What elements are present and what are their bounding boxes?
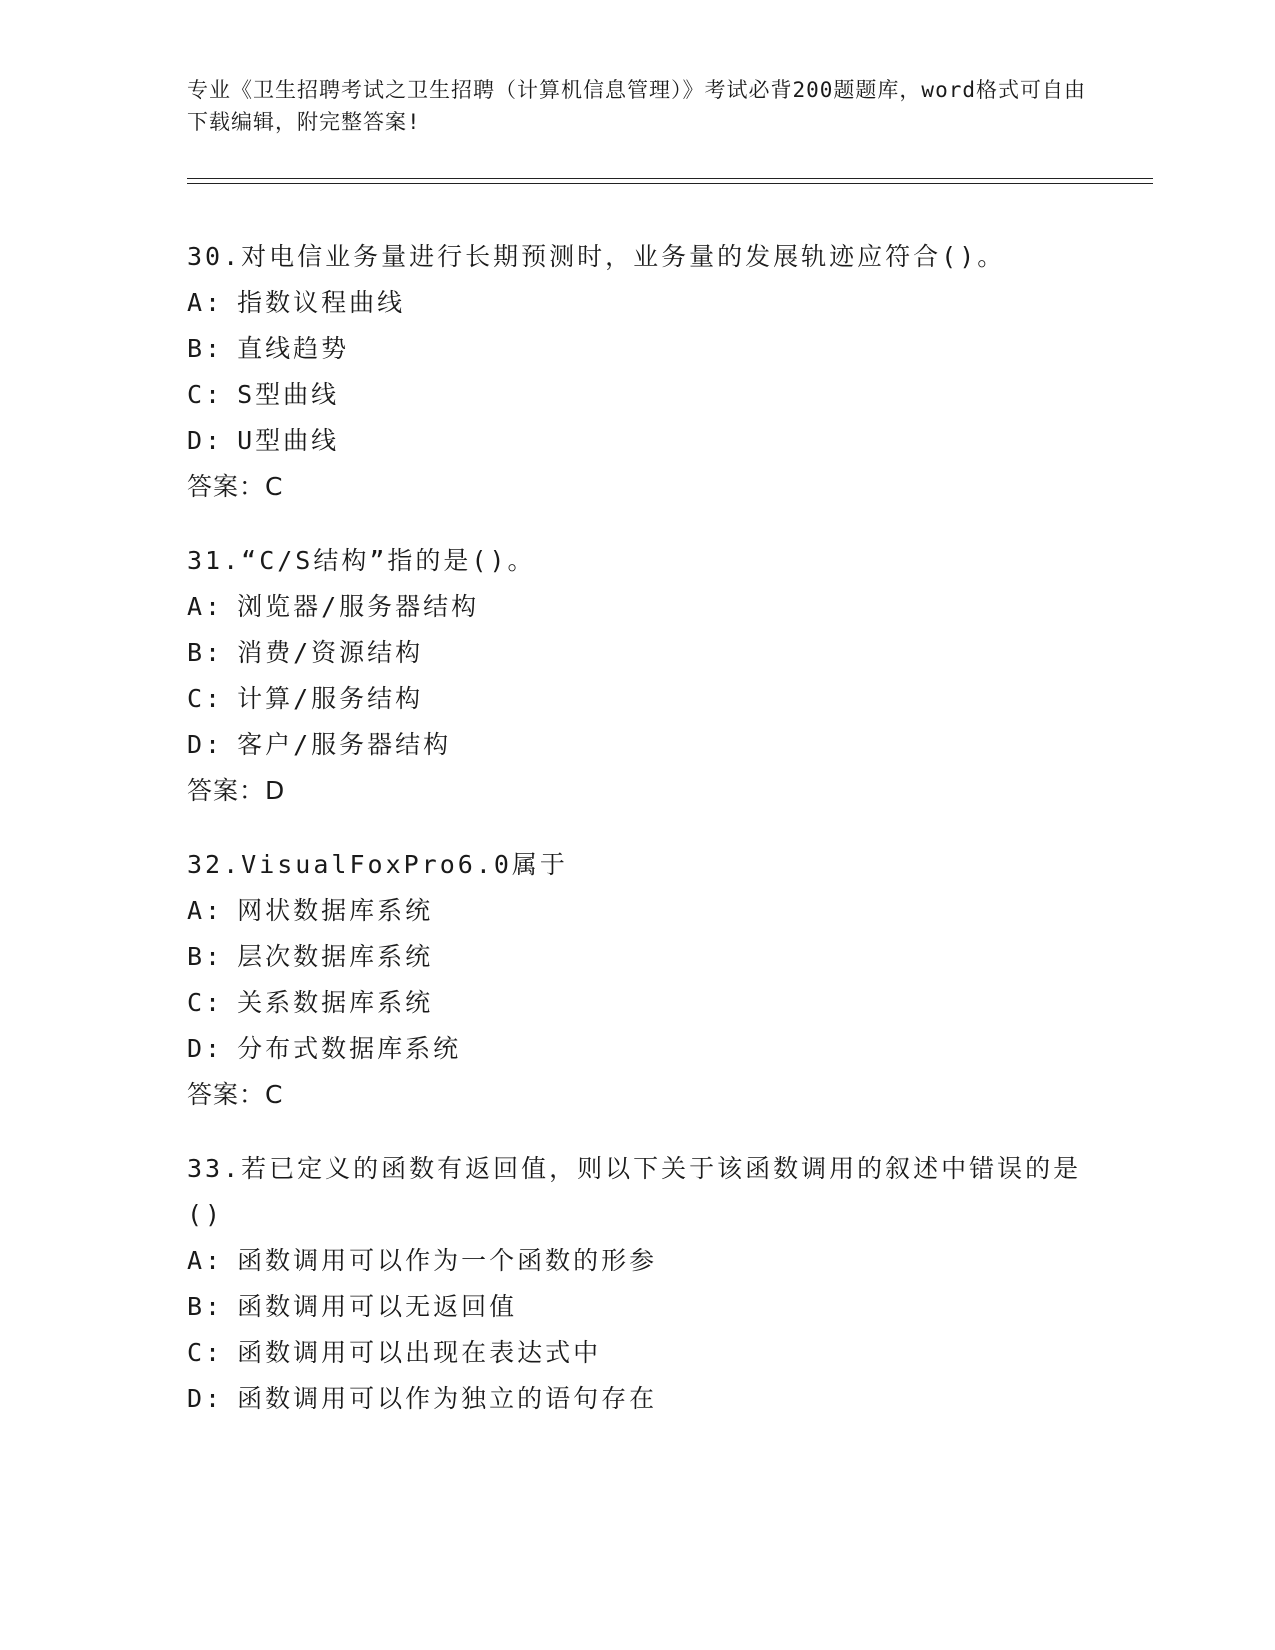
option-label: D:: [187, 730, 224, 759]
option-b: [187, 630, 1087, 676]
option-c: [187, 676, 1087, 722]
option-text: U型曲线: [237, 426, 340, 455]
option-d: [187, 1026, 1087, 1072]
option-text: 函数调用可以无返回值: [237, 1292, 518, 1321]
option-label: D:: [187, 1384, 224, 1413]
option-label: A:: [187, 288, 224, 317]
option-c: [187, 980, 1087, 1026]
option-label: B:: [187, 1292, 224, 1321]
header-divider-top: [187, 178, 1153, 179]
question-text: 30.对电信业务量进行长期预测时，业务量的发展轨迹应符合()。: [187, 242, 1006, 271]
option-text: 层次数据库系统: [237, 942, 434, 971]
question-32: [187, 842, 1087, 1118]
option-text: 函数调用可以作为一个函数的形参: [237, 1246, 658, 1275]
option-b: [187, 1284, 1087, 1330]
option-c: [187, 1330, 1087, 1376]
question-33: [187, 1146, 1087, 1422]
option-label: B:: [187, 638, 224, 667]
question-30: [187, 234, 1087, 510]
option-label: C:: [187, 988, 224, 1017]
option-label: A:: [187, 1246, 224, 1275]
option-text: 关系数据库系统: [237, 988, 434, 1017]
option-d: [187, 1376, 1087, 1422]
option-text: 函数调用可以作为独立的语句存在: [237, 1384, 658, 1413]
option-label: D:: [187, 1034, 224, 1063]
option-label: A:: [187, 592, 224, 621]
document-header: 专业《卫生招聘考试之卫生招聘（计算机信息管理）》考试必背200题题库，word格式可自由下载编辑，附完整答案!: [187, 78, 1086, 134]
option-label: C:: [187, 1338, 224, 1367]
option-a: [187, 1238, 1087, 1284]
question-list: [187, 234, 1087, 1450]
option-text: 指数议程曲线: [237, 288, 406, 317]
option-text: 直线趋势: [237, 334, 350, 363]
option-text: 函数调用可以出现在表达式中: [237, 1338, 602, 1367]
option-text: 分布式数据库系统: [237, 1034, 462, 1063]
option-a: [187, 584, 1087, 630]
option-b: [187, 326, 1087, 372]
option-text: S型曲线: [237, 380, 340, 409]
option-d: [187, 722, 1087, 768]
option-a: [187, 888, 1087, 934]
option-label: C:: [187, 380, 224, 409]
answer-line: 答案：D: [187, 776, 286, 805]
question-text: 32.VisualFoxPro6.0属于: [187, 850, 568, 879]
question-31: [187, 538, 1087, 814]
option-label: A:: [187, 896, 224, 925]
option-c: [187, 372, 1087, 418]
option-text: 浏览器/服务器结构: [237, 592, 480, 621]
option-a: [187, 280, 1087, 326]
option-b: [187, 934, 1087, 980]
answer-line: 答案：C: [187, 1080, 284, 1109]
question-text: 31.“C/S结构”指的是()。: [187, 546, 536, 575]
option-label: C:: [187, 684, 224, 713]
header-divider-bottom: [187, 183, 1153, 184]
option-text: 计算/服务结构: [237, 684, 424, 713]
option-d: [187, 418, 1087, 464]
option-text: 客户/服务器结构: [237, 730, 452, 759]
question-text: 33.若已定义的函数有返回值，则以下关于该函数调用的叙述中错误的是(): [187, 1154, 1082, 1229]
option-label: D:: [187, 426, 224, 455]
option-label: B:: [187, 334, 224, 363]
option-label: B:: [187, 942, 224, 971]
option-text: 消费/资源结构: [237, 638, 424, 667]
answer-line: 答案：C: [187, 472, 284, 501]
option-text: 网状数据库系统: [237, 896, 434, 925]
